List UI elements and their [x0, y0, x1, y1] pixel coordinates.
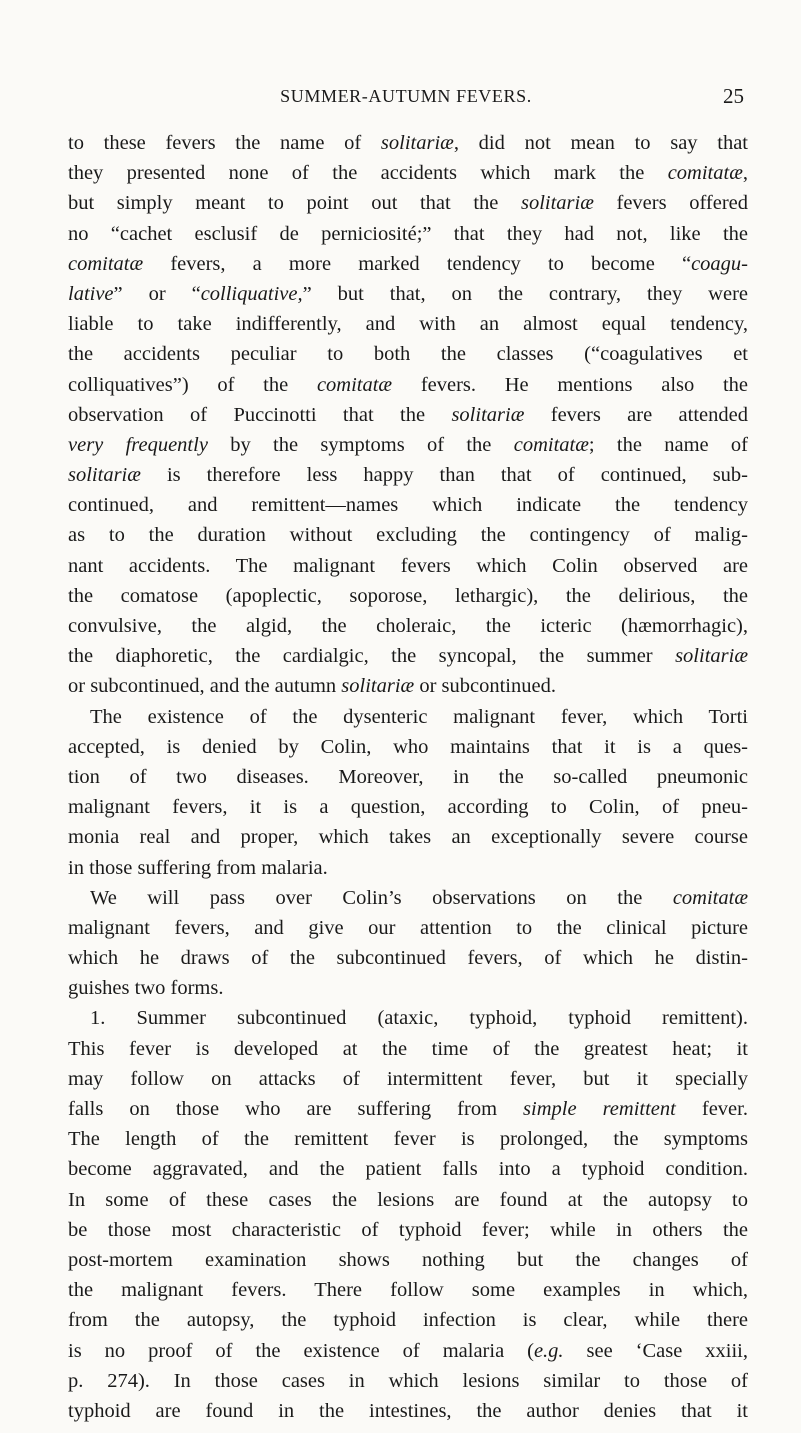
text-segment: ” but that, on the contrary, they were: [302, 282, 749, 305]
text-segment: become aggravated, and the patient falls into a typhoid condition.: [68, 1158, 748, 1181]
text-line: [68, 1034, 748, 1064]
text-line: [68, 490, 748, 520]
text-line: [68, 913, 748, 943]
italic-text: comitatæ: [667, 162, 743, 185]
text-line: [68, 1003, 748, 1033]
text-line: [68, 1305, 748, 1335]
text-segment: or subcontinued, and the autumn: [68, 675, 342, 698]
italic-text: simple remittent: [523, 1098, 676, 1120]
text-segment: the accidents peculiar to both the classes (“coagulatives et: [68, 343, 748, 366]
text-line: [68, 732, 748, 762]
text-line: [68, 1124, 748, 1154]
text-segment: is no proof of the existence of malaria (: [68, 1339, 534, 1362]
text-segment: colliquatives”) of the: [68, 373, 317, 396]
text-segment: The existence of the dysenteric malignant fever, which Torti: [90, 705, 748, 728]
text-segment: continued, and remittent—names which indicate the tendency: [68, 494, 748, 517]
text-segment: or subcontinued.: [414, 675, 556, 698]
running-head: SUMMER-AUTUMN FEVERS.: [280, 86, 532, 106]
text-segment: fevers, a more marked tendency to become “: [143, 252, 692, 275]
text-line: [68, 158, 748, 188]
text-segment: is therefore less happy than that of continued, sub-: [140, 464, 748, 487]
italic-text: solitariæ: [341, 675, 415, 698]
text-segment: fevers offered: [593, 192, 748, 215]
text-segment: no “cachet esclusif de perniciosité;” that they had not, like the: [68, 222, 748, 245]
text-line: [68, 551, 748, 581]
text-segment: see ‘Case xxiii,: [563, 1339, 748, 1362]
italic-text: very frequently: [68, 433, 208, 456]
text-segment: the comatose (apoplectic, soporose, lethargic), the delirious, the: [68, 584, 748, 607]
italic-text: lative: [68, 282, 114, 305]
text-segment: from the autopsy, the typhoid infection is clear, while there: [68, 1309, 748, 1332]
text-line: [68, 249, 748, 279]
text-line: [68, 339, 748, 369]
text-segment: observation of Puccinotti that the: [68, 403, 452, 426]
text-line: [68, 702, 748, 732]
text-segment: ; the name of: [588, 433, 749, 456]
text-segment: in those suffering from malaria.: [68, 856, 328, 879]
text-line: [68, 400, 748, 430]
text-line: [68, 219, 748, 249]
page-number: 25: [723, 84, 744, 108]
text-segment: In some of these cases the lesions are found at the autopsy to: [68, 1188, 748, 1211]
text-segment: We will pass over Colin’s observations on the: [90, 886, 673, 909]
text-line: [68, 883, 748, 913]
italic-text: comitatæ: [316, 373, 393, 396]
text-line: [68, 973, 748, 1003]
text-line: [68, 943, 748, 973]
text-segment: malignant fevers, and give our attention to the clinical picture: [68, 916, 748, 939]
text-line: [68, 188, 748, 218]
text-line: [68, 822, 748, 852]
text-segment: they presented none of the accidents which mark the: [68, 162, 668, 185]
text-segment: typhoid are found in the intestines, the author denies that it: [68, 1399, 748, 1422]
text-segment: ,: [742, 162, 748, 185]
italic-text: e.g.: [533, 1339, 564, 1362]
text-line: [68, 370, 748, 400]
text-line: [68, 128, 748, 158]
text-line: [68, 309, 748, 339]
text-line: [68, 1215, 748, 1245]
text-segment: This fever is developed at the time of the greatest heat; it: [68, 1037, 748, 1060]
text-segment: fevers are attended: [524, 403, 748, 426]
text-line: [68, 1064, 748, 1094]
italic-text: comitatæ: [68, 252, 144, 275]
text-line: [68, 460, 748, 490]
text-segment: ” or “: [113, 282, 201, 305]
text-segment: 1. Summer subcontinued (ataxic, typhoid, typhoid remittent).: [90, 1007, 748, 1030]
text-segment: the malignant fevers. There follow some examples in which,: [68, 1279, 748, 1302]
text-line: [68, 1275, 748, 1305]
body-text: [68, 128, 748, 1426]
text-segment: convulsive, the algid, the choleraic, the icteric (hæmorrhagic),: [68, 615, 748, 637]
text-segment: by the symptoms of the: [207, 433, 514, 456]
text-line: [68, 1396, 748, 1426]
text-segment: liable to take indifferently, and with an almost equal tendency,: [68, 313, 748, 336]
text-segment: fever.: [675, 1098, 748, 1120]
text-line: [68, 1336, 748, 1366]
italic-text: solitariæ: [520, 192, 594, 215]
text-segment: may follow on attacks of intermittent fever, but it specially: [68, 1067, 748, 1090]
text-line: [68, 520, 748, 550]
italic-text: comitatæ: [672, 886, 748, 909]
text-line: [68, 792, 748, 822]
text-segment: tion of two diseases. Moreover, in the so-called pneumonic: [68, 765, 748, 788]
page-header: [68, 86, 744, 120]
italic-text: solitariæ: [451, 403, 525, 426]
text-segment: monia real and proper, which takes an exceptionally severe course: [68, 826, 748, 849]
text-line: [68, 762, 748, 792]
text-line: [68, 1185, 748, 1215]
text-segment: the diaphoretic, the cardialgic, the syncopal, the summer: [68, 645, 676, 668]
text-line: [68, 1154, 748, 1184]
text-line: [68, 1094, 748, 1124]
text-line: [68, 611, 748, 641]
italic-text: colliquative,: [200, 282, 303, 305]
text-segment: post-mortem examination shows nothing but the changes of: [68, 1248, 748, 1271]
text-segment: but simply meant to point out that the: [68, 192, 521, 215]
text-segment: as to the duration without excluding the contingency of malig-: [68, 524, 748, 547]
text-line: [68, 1245, 748, 1275]
text-line: [68, 671, 748, 701]
text-line: [68, 853, 748, 883]
text-segment: which he draws of the subcontinued fevers, of which he distin-: [68, 947, 748, 970]
text-line: [68, 641, 748, 671]
text-segment: falls on those who are suffering from: [68, 1098, 524, 1120]
text-line: [68, 279, 748, 309]
text-segment: malignant fevers, it is a question, according to Colin, of pneu-: [68, 796, 748, 819]
text-line: [68, 581, 748, 611]
italic-text: solitariæ: [380, 132, 454, 154]
text-segment: p. 274). In those cases in which lesions similar to those of: [68, 1369, 748, 1392]
text-segment: guishes two forms.: [68, 977, 224, 1000]
text-segment: nant accidents. The malignant fevers which Colin observed are: [68, 554, 748, 577]
text-segment: fevers. He mentions also the: [392, 373, 748, 396]
text-line: [68, 430, 748, 460]
italic-text: solitariæ: [68, 464, 141, 487]
text-segment: , did not mean to say that: [453, 132, 748, 154]
italic-text: comitatæ: [513, 433, 589, 456]
text-segment: The length of the remittent fever is prolonged, the symptoms: [68, 1128, 748, 1151]
text-segment: to these fevers the name of: [68, 132, 381, 154]
italic-text: solitariæ: [675, 645, 748, 668]
text-segment: accepted, is denied by Colin, who maintains that it is a ques-: [68, 735, 748, 758]
text-line: [68, 1366, 748, 1396]
italic-text: coagu-: [691, 252, 748, 275]
text-segment: be those most characteristic of typhoid fever; while in others the: [68, 1218, 748, 1241]
